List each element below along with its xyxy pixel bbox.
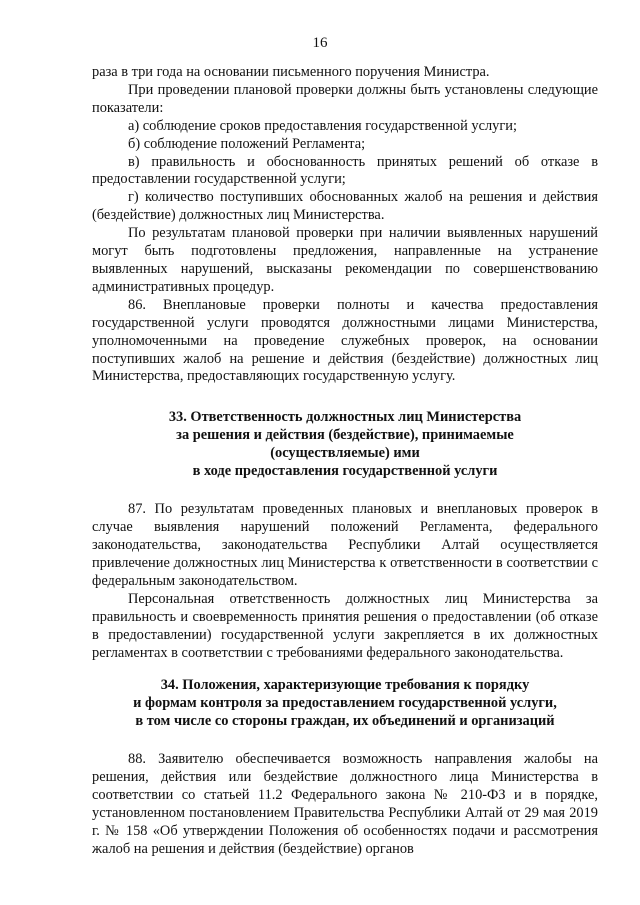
paragraph: При проведении плановой проверки должны быть установлены следующие показатели:: [92, 81, 598, 116]
list-item-b: б) соблюдение положений Регламента;: [128, 135, 366, 152]
heading-line: за решения и действия (бездействие), принимаемые: [176, 427, 514, 444]
paragraph: раза в три года на основании письменного поручения Министра.: [92, 64, 490, 80]
section-heading-34: [92, 676, 598, 730]
section-bottom-paragraphs: [92, 751, 598, 858]
section-top-paragraphs: [92, 64, 598, 386]
heading-line: в том числе со стороны граждан, их объединений и организаций: [135, 713, 555, 730]
paragraph-87: 87. По результатам проведенных плановых и внеплановых проверок в случае выявления нарушений положений Регламента, федерального законодательства, законодательства Республики Алтай осуществляется привлечение должностных лиц Министерства к ответственности в соответствии с федеральным законодательством.: [92, 501, 598, 589]
page-number: 16: [312, 35, 328, 51]
paragraph-88: 88. Заявителю обеспечивается возможность направления жалобы на решения, действия или бездействие должностного лица Министерства в соответствии со статьей 11.2 Федерального закона № 210-ФЗ и в порядке, установленном постановлением Правительства Республики Алтай от 29 мая 2019 г. № 158 «Об утверждении Положения об особенностях подачи и рассмотрения жалоб на решения и действия (бездействие) органов: [92, 751, 598, 857]
section-mid-paragraphs: [92, 501, 598, 662]
paragraph: Персональная ответственность должностных лиц Министерства за правильность и своевременность принятия решения о предоставлении (об отказе в предоставлении) государственной услуги закрепляется в их должностных регламентах в соответствии с требованиями федерального законодательства.: [92, 590, 598, 661]
section-heading-33: [92, 408, 598, 480]
heading-line: (осуществляемые) ими: [270, 445, 420, 462]
paragraph-86: 86. Внеплановые проверки полноты и качества предоставления государственной услуги проводятся должностными лицами Министерства, уполномоченными на проведение служебных проверок, на основании поступивших жалоб на решение и действия (бездействие) должностных лиц Министерства, предоставляющих государственную услугу.: [92, 296, 598, 385]
heading-line: в ходе предоставления государственной услуги: [192, 463, 498, 480]
paragraph: По результатам плановой проверки при наличии выявленных нарушений могут быть подготовлены предложения, направленные на устранение выявленных нарушений, высказаны рекомендации по совершенствованию административных процедур.: [92, 225, 598, 295]
heading-line: 34. Положения, характеризующие требования к порядку: [160, 677, 530, 694]
list-item-a: а) соблюдение сроков предоставления государственной услуги;: [128, 117, 517, 134]
list-item-d: г) количество поступивших обоснованных жалоб на решения и действия (бездействие) должностных лиц Министерства.: [92, 189, 598, 224]
heading-line: 33. Ответственность должностных лиц Министерства: [168, 409, 522, 426]
list-item-c: в) правильность и обоснованность принятых решений об отказе в предоставлении государственной услуги;: [92, 153, 598, 188]
page-content: [92, 64, 598, 859]
heading-line: и формам контроля за предоставлением государственной услуги,: [133, 695, 557, 712]
